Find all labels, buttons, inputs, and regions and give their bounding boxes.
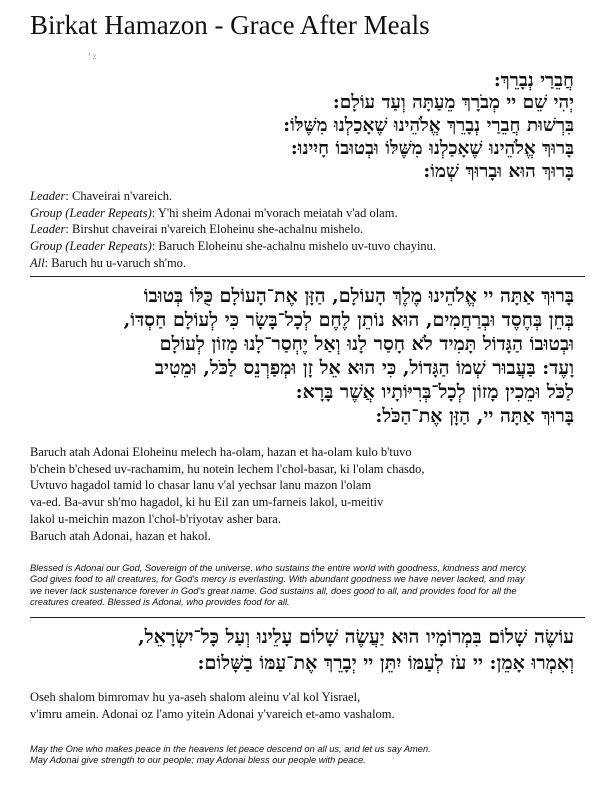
- oseh-translation: [30, 744, 431, 767]
- role-label: Leader: [30, 222, 66, 237]
- translation-line: May Adonai give strength to our people; may Adonai bless our people with peace.: [30, 755, 366, 766]
- translit-line: Uvtuvo hagadol tamid lo chasar lanu v'al yechsar lanu mazon l'olam: [30, 478, 372, 493]
- hazan-hebrew-line-3: וּבְטוּבוֹ הַגָּדוֹל תָּמִיד לֹא חָסַר לָנוּ וְאַל יֶחְסַר־לָנוּ מָזוֹן לְעוֹלָם: [159, 333, 574, 355]
- translit-line: va-ed. Ba-avur sh'mo hagadol, ki hu Eil zan um-farneis lakol, u-meitiv: [30, 495, 384, 510]
- hazan-translit: [30, 444, 425, 544]
- section-divider: [30, 617, 585, 618]
- invitation-line: [30, 221, 436, 238]
- oseh-hebrew-line-1: עוֹשֶׂה שָׁלוֹם בִּמְרוֹמָיו הוּא יַעֲשֶׂה שָׁלוֹם עָלֵינוּ וְעַל כָּל־יִשְׂרָאֵל,: [138, 626, 574, 648]
- line-text: : Y'hi sheim Adonai m'vorach meiatah v'ad olam.: [151, 205, 398, 220]
- role-label: Group (Leader Repeats): [30, 205, 152, 220]
- translation-line: creatures created. Blessed is Adonai, who provides food for all.: [30, 597, 290, 608]
- translit-line: lakol u-meichin mazon l'chol-b'riyotav asher bara.: [30, 511, 281, 526]
- section-divider: [30, 276, 585, 277]
- role-label: All: [30, 255, 45, 270]
- stray-mark: ׳ ٪: [88, 54, 97, 61]
- line-text: : Chaveirai n'vareich.: [65, 189, 173, 203]
- invitation-line: [30, 255, 436, 272]
- translation-line: we never lack sustenance forever in God's great name. God sustains all, does good to all, and provides food for all the: [30, 585, 517, 596]
- translit-line: Baruch atah Adonai Eloheinu melech ha-olam, hazan et ha-olam kulo b'tuvo: [30, 445, 412, 459]
- oseh-translit: [30, 689, 395, 722]
- translit-line: v'imru amein. Adonai oz l'amo yitein Adonai y'vareich et-amo vashalom.: [30, 706, 395, 721]
- invitation-hebrew-line-5: בָּרוּךְ הוּא וּבָרוּךְ שְׁמוֹ:: [423, 161, 574, 182]
- oseh-hebrew-line-2: וְאִמְרוּ אָמֵן: יי עֹז לְעַמּוֹ יִתֵּן יי יְבָרֵךְ אֶת־עַמּוֹ בַשָּׁלוֹם:: [197, 652, 574, 674]
- line-text: : Birshut chaveirai n'vareich Eloheinu she-achalnu mishelo.: [65, 222, 364, 237]
- hazan-hebrew-line-2: בְּחֵן בְּחֶסֶד וּבְרַחֲמִים, הוּא נוֹתֵן לֶחֶם לְכָל־בָּשָׂר כִּי לְעוֹלָם חַסְדּוֹ,: [123, 309, 574, 331]
- line-text: : Baruch Eloheinu she-achalnu mishelo uv-tuvo chayinu.: [151, 239, 437, 254]
- hazan-translation: [30, 563, 527, 609]
- invitation-line: [30, 205, 436, 222]
- role-label: Group (Leader Repeats): [30, 239, 152, 254]
- hazan-hebrew-line-1: בָּרוּךְ אַתָּה יי אֱלֹהֵינוּ מֶלֶךְ הָעוֹלָם, הַזָּן אֶת־הָעוֹלָם כֻּלּוֹ בְּטוּבוֹ: [143, 285, 574, 307]
- translit-line: Oseh shalom bimromav hu ya-aseh shalom aleinu v'al kol Yisrael,: [30, 690, 361, 704]
- invitation-hebrew-line-3: בִּרְשׁוּת חֲבֵרַי נְבָרֵךְ אֱלֹהֵינוּ שֶׁאָכַלְנוּ מִשֶּׁלּוֹ:: [283, 115, 574, 136]
- invitation-line: [30, 188, 436, 205]
- invitation-hebrew-line-2: יְהִי שֵׁם יי מְבֹרָךְ מֵעַתָּה וְעַד עוֹלָם:: [332, 92, 574, 113]
- invitation-hebrew-line-4: בָּרוּךְ אֱלֹהֵינוּ שֶׁאָכַלְנוּ מִשֶּׁלּוֹ וּבְטוּבוֹ חָיִינוּ:: [290, 138, 574, 159]
- translit-line: b'chein b'chesed uv-rachamim, hu notein lechem l'chol-basar, ki l'olam chasdo,: [30, 461, 425, 476]
- hazan-hebrew-line-4: וָעֶד: בַּעֲבוּר שְׁמוֹ הַגָּדוֹל, כִּי הוּא אֵל זָן וּמְפַרְנֵס לַכֹּל, וּמֵטִיב: [154, 357, 574, 379]
- line-text: : Baruch hu u-varuch sh'mo.: [44, 255, 187, 270]
- translation-line: May the One who makes peace in the heavens let peace descend on all us, and let us say Amen.: [30, 744, 431, 754]
- translation-line: Blessed is Adonai our God, Sovereign of the universe, who sustains the entire world with goodness, kindness and mercy.: [30, 563, 528, 573]
- page-title: Birkat Hamazon - Grace After Meals: [30, 10, 430, 40]
- translit-line: Baruch atah Adonai, hazan et hakol.: [30, 528, 211, 543]
- hazan-hebrew-line-5: לַכֹּל וּמֵכִין מָזוֹן לְכָל־בְּרִיּוֹתָיו אֲשֶׁר בָּרָא:: [295, 381, 574, 403]
- invitation-translit: [30, 188, 436, 272]
- invitation-hebrew-line-1: חֲבֵרַי נְבָרֵךְ:: [493, 70, 574, 91]
- translation-line: God gives food to all creatures, for God's mercy is everlasting. With abundant goodness we have never lacked, and may: [30, 574, 525, 585]
- role-label: Leader: [30, 189, 66, 203]
- hazan-hebrew-line-6: בָּרוּךְ אַתָּה יי, הַזָּן אֶת־הַכֹּל:: [375, 405, 574, 427]
- invitation-line: [30, 238, 436, 255]
